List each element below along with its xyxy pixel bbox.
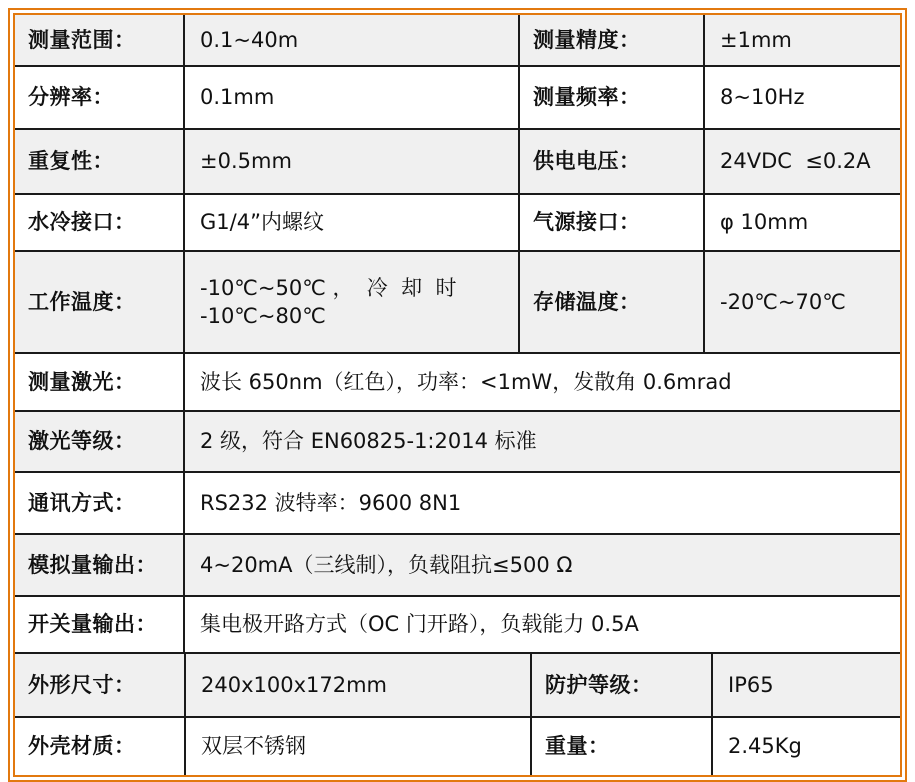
spec-section-bottom (15, 654, 900, 775)
spec-label-repeatability: 重复性： (15, 130, 185, 193)
spec-value-repeatability: ±0.5mm (185, 130, 520, 193)
spec-value-storage-temperature: -20℃~70℃ (720, 289, 846, 314)
spec-label-housing-material: 外壳材质： (15, 718, 186, 775)
spec-value-dimensions: 240x100x172mm (186, 654, 532, 716)
spec-value-switch-output: 集电极开路方式（OC 门开路），负载能力 0.5A (200, 612, 639, 637)
spec-value-analog-output: 4~20mA（三线制），负载阻抗≤500 Ω (200, 552, 573, 577)
spec-section-full-width (15, 354, 900, 654)
table-row-housing-material (15, 718, 900, 775)
spec-label-switch-output: 开关量输出： (15, 597, 185, 652)
spec-label-measure-range: 测量范围： (15, 15, 185, 65)
spec-label-air-supply-port: 气源接口： (520, 195, 705, 250)
spec-value-power-supply: 24VDC ≤0.2A (720, 149, 871, 174)
spec-value-housing-material: 双层不锈钢 (186, 718, 532, 775)
spec-value-working-temperature (185, 252, 520, 352)
table-row-switch-output (15, 597, 900, 654)
spec-value-measure-range: 0.1~40m (185, 15, 520, 65)
spec-section-top (15, 15, 900, 354)
spec-label-frequency: 测量频率： (520, 67, 705, 128)
spec-label-power-supply: 供电电压： (520, 130, 705, 193)
working-temperature-line2: -10℃~80℃ (200, 304, 326, 328)
working-temperature-line1: -10℃~50℃ ， 冷 却 时 (200, 275, 457, 300)
spec-value-water-cooling-port: G1/4”内螺纹 (185, 195, 520, 250)
table-row-dimensions (15, 654, 900, 718)
spec-value-laser-class: 2 级，符合 EN60825-1:2014 标准 (200, 429, 537, 454)
table-row-communication (15, 473, 900, 535)
table-row-resolution (15, 67, 900, 130)
spec-value-resolution: 0.1mm (185, 67, 520, 128)
spec-label-protection-rating: 防护等级： (532, 654, 713, 716)
table-row-laser-class (15, 412, 900, 473)
spec-value-weight: 2.45Kg (728, 734, 802, 759)
table-row-measuring-laser (15, 354, 900, 412)
spec-label-dimensions: 外形尺寸： (15, 654, 186, 716)
spec-label-communication: 通讯方式： (15, 473, 185, 533)
spec-label-analog-output: 模拟量输出： (15, 535, 185, 595)
spec-label-working-temperature: 工作温度： (15, 252, 185, 352)
spec-value-accuracy: ±1mm (720, 27, 792, 52)
spec-value-protection-rating: IP65 (728, 672, 774, 697)
spec-label-accuracy: 测量精度： (520, 15, 705, 65)
table-row-analog-output (15, 535, 900, 597)
spec-value-air-supply-port: φ 10mm (720, 210, 809, 235)
spec-value-communication: RS232 波特率：9600 8N1 (200, 490, 462, 515)
spec-label-storage-temperature: 存储温度： (520, 252, 705, 352)
spec-value-measuring-laser: 波长 650nm（红色），功率：<1mW，发散角 0.6mrad (200, 369, 732, 394)
spec-label-water-cooling-port: 水冷接口： (15, 195, 185, 250)
specification-table (8, 8, 907, 782)
spec-value-frequency: 8~10Hz (720, 85, 805, 110)
spec-label-weight: 重量： (532, 718, 713, 775)
table-row-working-temperature (15, 252, 900, 354)
table-row-water-cooling-port (15, 195, 900, 252)
table-row-measure-range (15, 15, 900, 67)
spec-label-measuring-laser: 测量激光： (15, 354, 185, 410)
spec-label-resolution: 分辨率： (15, 67, 185, 128)
spec-label-laser-class: 激光等级： (15, 412, 185, 471)
table-row-repeatability (15, 130, 900, 195)
